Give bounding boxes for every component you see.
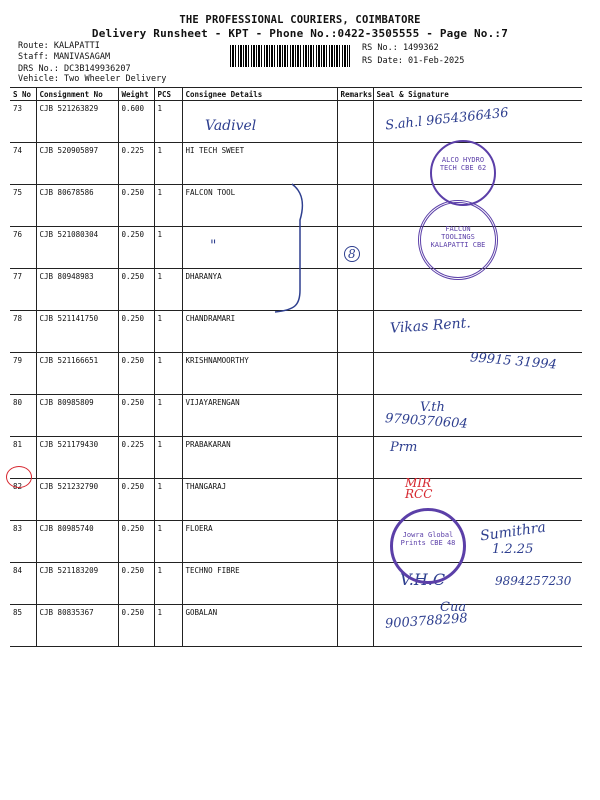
row-pcs: 1: [154, 185, 182, 227]
row-pcs: 1: [154, 437, 182, 479]
row-sno: 77: [10, 269, 36, 311]
row-consignee: HI TECH SWEET: [182, 143, 337, 185]
barcode: [230, 45, 350, 67]
col-sno: S No: [10, 88, 36, 101]
row-remarks: [337, 185, 373, 227]
row-weight: 0.250: [118, 395, 154, 437]
row-consignment: CJB 80985809: [36, 395, 118, 437]
row-consignment: CJB 520905897: [36, 143, 118, 185]
col-weight: Weight: [118, 88, 154, 101]
row-remarks: [337, 437, 373, 479]
company-stamp-falcon: [418, 200, 498, 280]
row-consignee: CHANDRAMARI: [182, 311, 337, 353]
handwritten-signature-81: Prm: [390, 440, 418, 455]
row-sno: 76: [10, 227, 36, 269]
row-consignee: DHARANYA: [182, 269, 337, 311]
bracket-line: [270, 180, 310, 320]
table-header-row: [10, 88, 582, 101]
col-remarks: Remarks: [337, 88, 373, 101]
row-consignment: CJB 521080304: [36, 227, 118, 269]
row-consignment: CJB 80948983: [36, 269, 118, 311]
handwritten-phone-84: 9894257230: [495, 574, 572, 588]
row-consignee: FLOERA: [182, 521, 337, 563]
handwritten-signature-83: Sumithra: [479, 519, 547, 545]
row-consignment: CJB 521263829: [36, 101, 118, 143]
row-weight: 0.225: [118, 143, 154, 185]
row-sno: 74: [10, 143, 36, 185]
handwritten-signature-85: Cua: [440, 600, 467, 615]
row-weight: 0.600: [118, 101, 154, 143]
table-row: [10, 479, 582, 521]
row-consignment: CJB 521179430: [36, 437, 118, 479]
handwritten-signature-84: V.H.C: [400, 570, 446, 589]
company-stamp-alco: [430, 140, 496, 206]
row-remarks: [337, 395, 373, 437]
row-consignment: CJB 521141750: [36, 311, 118, 353]
row-weight: 0.250: [118, 479, 154, 521]
row-weight: 0.250: [118, 521, 154, 563]
row-consignee: KRISHNAMOORTHY: [182, 353, 337, 395]
table-row: [10, 605, 582, 647]
row-weight: 0.250: [118, 227, 154, 269]
handwritten-name-vadivel: Vadivel: [205, 118, 257, 134]
drs-number: DRS No.: DC3B149936207: [18, 64, 131, 74]
row-remarks: [337, 605, 373, 647]
row-consignee: GOBALAN: [182, 605, 337, 647]
handwritten-signature-80: V.th: [420, 400, 445, 415]
row-remarks: [337, 521, 373, 563]
vehicle-label: Vehicle: Two Wheeler Delivery: [18, 74, 167, 84]
route-label: Route: KALAPATTI: [18, 41, 100, 51]
row-consignee: PRABAKARAN: [182, 437, 337, 479]
handwritten-signature-78: Vikas Rent.: [389, 315, 472, 337]
row-consignment: CJB 521232790: [36, 479, 118, 521]
rs-date: RS Date: 01-Feb-2025: [362, 56, 465, 66]
table-row: [10, 437, 582, 479]
row-pcs: 1: [154, 605, 182, 647]
row-remarks: [337, 353, 373, 395]
row-remarks: [337, 563, 373, 605]
row-pcs: 1: [154, 143, 182, 185]
row-weight: 0.250: [118, 353, 154, 395]
col-consignment: Consignment No: [36, 88, 118, 101]
row-weight: 0.225: [118, 437, 154, 479]
row-consignee: VIJAYARENGAN: [182, 395, 337, 437]
row-consignment: CJB 80835367: [36, 605, 118, 647]
row-weight: 0.250: [118, 269, 154, 311]
col-consignee: Consignee Details: [182, 88, 337, 101]
row-pcs: 1: [154, 353, 182, 395]
row-sno: 84: [10, 563, 36, 605]
handwritten-phone-85: 9003788298: [384, 611, 469, 632]
runsheet-subtitle: Delivery Runsheet - KPT - Phone No.:0422-3505555 - Page No.:7: [91, 27, 509, 40]
row-sno: 78: [10, 311, 36, 353]
row-remarks: [337, 311, 373, 353]
row-consignment: CJB 80985740: [36, 521, 118, 563]
row-consignee: [182, 227, 337, 269]
row-remarks: [337, 101, 373, 143]
row-sno: 85: [10, 605, 36, 647]
row-sno: 79: [10, 353, 36, 395]
table-row: [10, 143, 582, 185]
company-stamp-jowra: [390, 508, 466, 584]
stamp-text: ALCO HYDRO TECH CBE 62: [439, 156, 487, 172]
row-consignment: CJB 80678586: [36, 185, 118, 227]
handwritten-phone-80: 9790370604: [384, 411, 469, 432]
row-weight: 0.250: [118, 311, 154, 353]
row-pcs: 1: [154, 101, 182, 143]
row-consignee: THANGARAJ: [182, 479, 337, 521]
rs-number: RS No.: 1499362: [362, 43, 439, 53]
row-pcs: 1: [154, 479, 182, 521]
row-consignment: CJB 521166651: [36, 353, 118, 395]
table-row: [10, 395, 582, 437]
row-sno: 80: [10, 395, 36, 437]
row-weight: 0.250: [118, 185, 154, 227]
row-consignee: FALCON TOOL: [182, 185, 337, 227]
handwritten-remark-mark: 8: [344, 246, 360, 262]
runsheet-title: THE PROFESSIONAL COURIERS, COIMBATORE: [179, 14, 421, 26]
row-remarks: [337, 269, 373, 311]
row-sno: 83: [10, 521, 36, 563]
row-remarks: [337, 143, 373, 185]
row-pcs: 1: [154, 227, 182, 269]
row-sno: 81: [10, 437, 36, 479]
row-remarks: [337, 479, 373, 521]
row-sno: 75: [10, 185, 36, 227]
handwritten-phone-79: 99915 31994: [469, 350, 558, 373]
row-consignment: CJB 521183209: [36, 563, 118, 605]
row-pcs: 1: [154, 395, 182, 437]
handwritten-ditto-mark: ": [210, 238, 217, 254]
handwritten-date-83: 1.2.25: [492, 542, 534, 557]
stamp-text: Jowra Global Prints CBE 48: [400, 531, 456, 547]
row-sno: 73: [10, 101, 36, 143]
handwritten-signature-73: S.ah.l 9654366436: [384, 105, 510, 134]
row-pcs: 1: [154, 521, 182, 563]
row-pcs: 1: [154, 563, 182, 605]
row-pcs: 1: [154, 269, 182, 311]
row-weight: 0.250: [118, 605, 154, 647]
col-seal-signature: Seal & Signature: [373, 88, 582, 101]
staff-label: Staff: MANIVASAGAM: [18, 52, 111, 62]
row-pcs: 1: [154, 311, 182, 353]
col-pcs: PCS: [154, 88, 182, 101]
row-consignee: TECHNO FIBRE: [182, 563, 337, 605]
red-circle-mark: [6, 466, 32, 488]
row-sno: 82: [10, 479, 36, 521]
handwritten-red-note: MIR RCC: [405, 476, 433, 501]
stamp-text: FALCON TOOLINGS KALAPATTI CBE: [430, 225, 486, 249]
row-weight: 0.250: [118, 563, 154, 605]
